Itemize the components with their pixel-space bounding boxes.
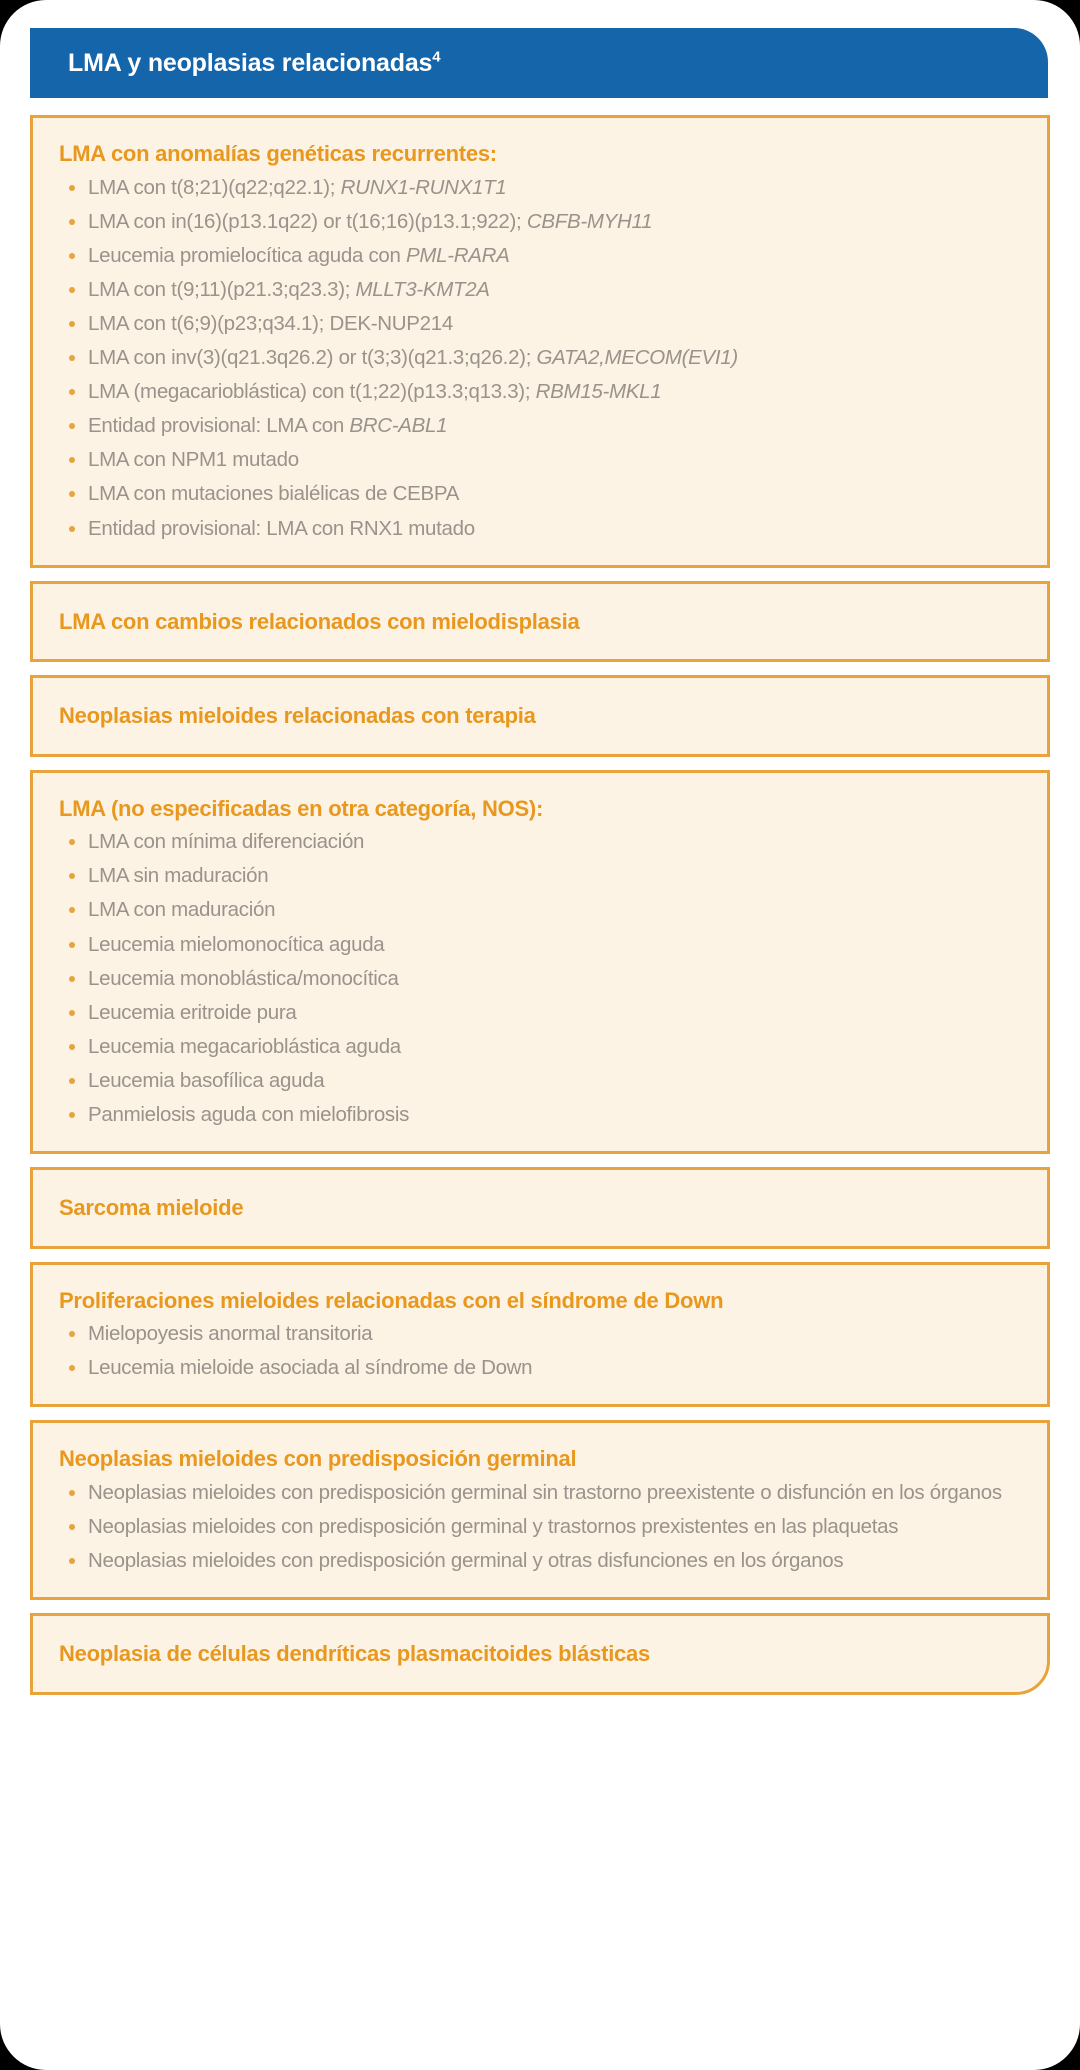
list-item	[59, 241, 1021, 270]
list-item	[59, 998, 1021, 1027]
list-item	[59, 827, 1021, 856]
list-item-label: LMA con t(8;21)(q22;q22.1);	[88, 175, 341, 199]
section-box-myeloid-sarcoma	[30, 1167, 1050, 1249]
section-title: LMA con cambios relacionados con mielodisplasia	[59, 608, 580, 634]
list-item-label: LMA con mínima diferenciación	[88, 830, 365, 854]
gene-fusion-label: BRC-ABL1	[349, 414, 448, 438]
list-item-label: LMA con t(6;9)(p23;q34.1);	[88, 311, 330, 335]
list-item-label: Neoplasias mieloides con predisposición germinal sin trastorno preexistente o disfunción en los órganos	[88, 1480, 1002, 1504]
list-item-label: LMA con mutaciones bialélicas de CEBPA	[88, 482, 460, 506]
list-item-label: LMA con maduración	[88, 898, 276, 922]
section-box-down-syndrome-proliferations	[30, 1262, 1050, 1408]
section-item-list	[59, 1478, 1021, 1575]
section-title: LMA con anomalías genéticas recurrentes:	[59, 141, 497, 166]
list-item-label: Leucemia basofílica aguda	[88, 1068, 325, 1092]
list-item-label: Leucemia monoblástica/monocítica	[88, 966, 399, 990]
list-item	[59, 1066, 1021, 1095]
list-item	[59, 173, 1021, 202]
gene-fusion-label: CBFB-MYH11	[526, 209, 653, 233]
list-item-label: Panmielosis aguda con mielofibrosis	[88, 1103, 410, 1127]
card-header	[30, 28, 1048, 98]
section-box-germline-predisposition	[30, 1420, 1050, 1600]
list-item	[59, 377, 1021, 406]
list-item-label: Entidad provisional: LMA con RNX1 mutado	[88, 516, 475, 540]
list-item	[59, 1478, 1021, 1507]
section-box-therapy-related-myeloid-neoplasms	[30, 675, 1050, 757]
list-item	[59, 445, 1021, 474]
list-item	[59, 964, 1021, 993]
list-item-label: Entidad provisional: LMA con	[88, 414, 350, 438]
page-title	[68, 49, 440, 78]
list-item	[59, 861, 1021, 890]
list-item-label: LMA con inv(3)(q21.3q26.2) or t(3;3)(q21.3;q26.2);	[88, 346, 537, 370]
list-item	[59, 514, 1021, 543]
gene-fusion-label: GATA2,MECOM(EVI1)	[536, 346, 738, 370]
list-item	[59, 1319, 1021, 1348]
list-item-label: LMA con in(16)(p13.1q22) or t(16;16)(p13.1;922);	[88, 209, 527, 233]
list-item-label: Leucemia promielocítica aguda con	[88, 243, 406, 267]
list-item	[59, 479, 1021, 508]
gene-fusion-label: RUNX1-RUNX1T1	[340, 175, 507, 199]
section-title: Neoplasias mieloides relacionadas con terapia	[59, 703, 536, 729]
section-title: LMA (no especificadas en otra categoría, NOS):	[59, 795, 544, 821]
gene-fusion-label: DEK-NUP214	[329, 311, 453, 335]
list-item	[59, 1512, 1021, 1541]
list-item	[59, 1353, 1021, 1382]
list-item-label: Leucemia mieloide asociada al síndrome de Down	[88, 1356, 533, 1380]
section-item-list	[59, 173, 1021, 543]
list-item	[59, 343, 1021, 372]
list-item-label: LMA con t(9;11)(p21.3;q23.3);	[88, 277, 356, 301]
list-item	[59, 309, 1021, 338]
section-item-list	[59, 1319, 1021, 1382]
gene-fusion-label: MLLT3-KMT2A	[355, 277, 490, 301]
list-item	[59, 411, 1021, 440]
list-item	[59, 275, 1021, 304]
section-item-list	[59, 827, 1021, 1129]
list-item	[59, 1100, 1021, 1129]
list-item-label: Neoplasias mieloides con predisposición germinal y trastornos prexistentes en las plaquetas	[88, 1515, 899, 1539]
section-title: Neoplasias mieloides con predisposición germinal	[59, 1446, 577, 1472]
section-box-recurrent-genetic-abnormalities	[30, 115, 1050, 568]
list-item	[59, 895, 1021, 924]
list-item-label: Neoplasias mieloides con predisposición germinal y otras disfunciones en los órganos	[88, 1549, 844, 1573]
list-item-label: Mielopoyesis anormal transitoria	[88, 1322, 373, 1346]
section-title: Sarcoma mieloide	[59, 1195, 244, 1221]
list-item-label: LMA sin maduración	[88, 864, 269, 888]
section-box-blastic-pdcn	[30, 1613, 1050, 1695]
list-item-label: LMA con NPM1 mutado	[88, 448, 299, 472]
list-item	[59, 1032, 1021, 1061]
list-item	[59, 930, 1021, 959]
list-item-label: Leucemia mielomonocítica aguda	[88, 932, 385, 956]
page-title-text: LMA y neoplasias relacionadas	[68, 48, 433, 77]
section-title: Proliferaciones mieloides relacionadas con el síndrome de Down	[59, 1287, 724, 1313]
list-item	[59, 207, 1021, 236]
list-item-label: Leucemia eritroide pura	[88, 1000, 297, 1024]
section-title: Neoplasia de células dendríticas plasmacitoides blásticas	[59, 1641, 651, 1667]
gene-fusion-label: PML-RARA	[406, 243, 510, 267]
list-item-label: LMA (megacarioblástica) con t(1;22)(p13.3;q13.3);	[88, 380, 536, 404]
page-title-superscript: 4	[432, 48, 441, 66]
gene-fusion-label: RBM15-MKL1	[535, 380, 662, 404]
list-item	[59, 1546, 1021, 1575]
sections-container	[30, 115, 1050, 1695]
list-item-label: Leucemia megacarioblástica aguda	[88, 1034, 401, 1058]
section-box-myelodysplasia-related-changes	[30, 581, 1050, 663]
section-box-aml-nos	[30, 770, 1050, 1154]
